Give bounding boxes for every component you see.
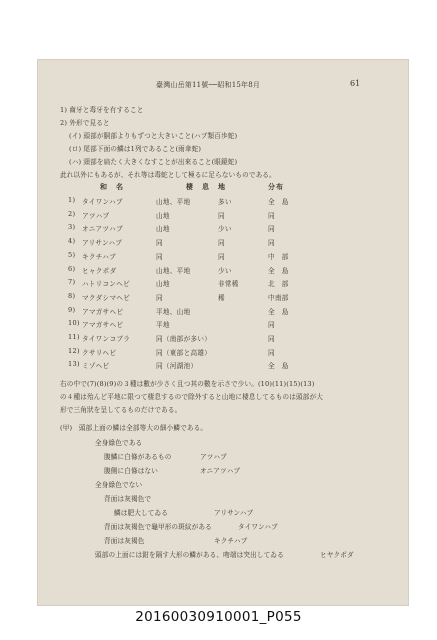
table-row xyxy=(38,237,408,249)
key-value: キクチハブ xyxy=(214,537,248,545)
row-number: 13) xyxy=(68,360,80,369)
species-name: タイワンコブラ xyxy=(82,335,131,343)
abundance: 少い xyxy=(218,266,232,275)
row-number: 10) xyxy=(68,319,80,328)
row-number: 4) xyxy=(68,237,76,246)
habitat: 山地、平地 xyxy=(156,266,191,275)
table-row xyxy=(38,360,408,372)
abundance: 同 xyxy=(218,239,225,248)
abundance: 同 xyxy=(218,211,225,220)
distribution: 全 島 xyxy=(268,307,289,316)
key-text: 全身綠色である xyxy=(95,439,143,447)
paragraph-line: の４種は殆んど平地に限つて棲息するので除外すると山地に棲息してるものは頭部が大 xyxy=(60,393,324,401)
paragraph-line: 形で三角狀を呈してるものだけである。 xyxy=(60,406,182,414)
document-page xyxy=(38,60,408,605)
key-text: 頭部の上面には鉗を隔す大形の鱗がある、吻端は突出してゐる xyxy=(95,551,284,559)
key-text: 腹側に白條はない xyxy=(104,467,158,475)
abundance: 多い xyxy=(218,198,232,206)
species-name: マクダシマヘビ xyxy=(82,293,131,302)
key-subheading: (甲) 頭部上面の鱗は全部等大の細小鱗である。 xyxy=(60,424,208,432)
page-number: 61 xyxy=(350,79,361,88)
species-name: アリサンハブ xyxy=(82,239,123,248)
habitat: 山地 xyxy=(156,280,170,289)
abundance: 非常稀 xyxy=(218,280,239,289)
distribution: 同 xyxy=(268,211,275,220)
row-number: 9) xyxy=(68,305,76,314)
intro-line: (ロ) 尾部下面の鱗は1列であること(雨傘蛇) xyxy=(69,145,202,153)
habitat: 山地、平地 xyxy=(156,198,191,206)
intro-line: 此れ以外にもあるが、それ等は毒蛇として極るに足らないものである。 xyxy=(60,171,276,179)
abundance: 稀 xyxy=(218,293,225,302)
intro-line: (イ) 頭部が胴部よりもずつと大きいこと(ハブ類百歩蛇) xyxy=(69,132,238,140)
species-name: ヒャクポダ xyxy=(82,266,117,275)
habitat: 山地 xyxy=(156,225,170,234)
distribution: 同 xyxy=(268,335,275,343)
distribution: 北 部 xyxy=(268,280,289,289)
intro-line: 2) 外形で見ると xyxy=(60,119,110,127)
distribution: 同 xyxy=(268,321,275,330)
distribution: 同 xyxy=(268,348,275,357)
table-row xyxy=(38,265,408,277)
key-text: 鱗は肥大してゐる xyxy=(114,509,168,517)
table-row xyxy=(38,278,408,290)
col-header-habitat: 棲 息 地 xyxy=(186,182,226,191)
intro-line: 1) 齒牙と毒牙を有すること xyxy=(60,106,144,114)
habitat: 平地、山地 xyxy=(156,307,191,316)
key-text: 腹鱗に白條があるもの xyxy=(104,453,172,461)
habitat: 同（南部が多い） xyxy=(156,335,212,343)
row-number: 5) xyxy=(68,250,76,259)
habitat: 同 xyxy=(156,239,163,248)
habitat: 同（東部と高雄） xyxy=(156,348,212,357)
paragraph-line: 右の中で(7)(8)(9)の３種は數が少さく且つ其の數を示さで少い。(10)(11)(15)(13) xyxy=(60,380,315,388)
key-text: 背面は灰褐色で xyxy=(104,495,152,503)
key-text: 全身綠色でない xyxy=(95,481,143,489)
row-number: 12) xyxy=(68,346,80,355)
species-name: オニアツハブ xyxy=(82,225,123,234)
species-name: ミゾヘビ xyxy=(82,362,110,371)
species-name: アマガサヘビ xyxy=(82,307,124,316)
abundance: 同 xyxy=(218,252,225,261)
running-header: 臺灣山岳第11號──昭和15年8月 xyxy=(156,81,261,89)
row-number: 7) xyxy=(68,278,76,287)
table-row xyxy=(38,210,408,222)
row-number: 8) xyxy=(68,291,76,300)
key-text: 背面は灰褐色で龜甲形の斑紋がある xyxy=(104,523,212,531)
key-value: アツハブ xyxy=(200,453,227,461)
table-row xyxy=(38,333,408,345)
key-value: ヒヤクポダ xyxy=(320,551,354,559)
abundance: 少い xyxy=(218,225,232,234)
species-name: クサリヘビ xyxy=(82,348,117,357)
distribution: 同 xyxy=(268,225,275,234)
distribution: 同 xyxy=(268,239,275,248)
species-name: アマガサヘビ xyxy=(82,321,124,330)
row-number: 11) xyxy=(68,333,80,341)
row-number: 6) xyxy=(68,264,76,273)
archive-id-caption: 20160030910001_P055 xyxy=(135,609,302,625)
habitat: 同（河湖池） xyxy=(156,362,198,371)
intro-line: (ハ) 頸部を扁たく大きくなすことが出來ること(眼鏡蛇) xyxy=(69,158,238,166)
species-name: キクチハブ xyxy=(82,252,117,261)
row-number: 1) xyxy=(68,196,76,204)
key-value: オニアツハブ xyxy=(200,467,241,475)
table-row xyxy=(38,347,408,359)
table-row xyxy=(38,292,408,304)
row-number: 3) xyxy=(68,223,76,232)
species-name: ハトリコンヘビ xyxy=(82,280,130,289)
key-value: アリサンハブ xyxy=(214,509,254,517)
table-row xyxy=(38,319,408,331)
distribution: 全 島 xyxy=(268,266,289,275)
habitat: 同 xyxy=(156,293,163,302)
habitat: 同 xyxy=(156,252,163,261)
habitat: 平地 xyxy=(156,321,170,330)
col-header-name: 和 名 xyxy=(100,182,124,191)
key-value: タイワンハブ xyxy=(238,523,278,531)
habitat: 山地 xyxy=(156,211,170,220)
table-row xyxy=(38,223,408,235)
distribution: 全 島 xyxy=(268,198,289,206)
key-text: 背面は灰褐色 xyxy=(104,537,145,545)
distribution: 中南部 xyxy=(268,293,289,302)
row-number: 2) xyxy=(68,209,76,218)
species-name: アツハブ xyxy=(82,211,110,220)
col-header-distribution: 分布 xyxy=(268,182,284,191)
table-row xyxy=(38,251,408,263)
distribution: 中 部 xyxy=(268,252,289,261)
table-row xyxy=(38,196,408,208)
species-name: タイワンハブ xyxy=(82,198,123,206)
table-row xyxy=(38,306,408,318)
distribution: 全 島 xyxy=(268,362,289,371)
